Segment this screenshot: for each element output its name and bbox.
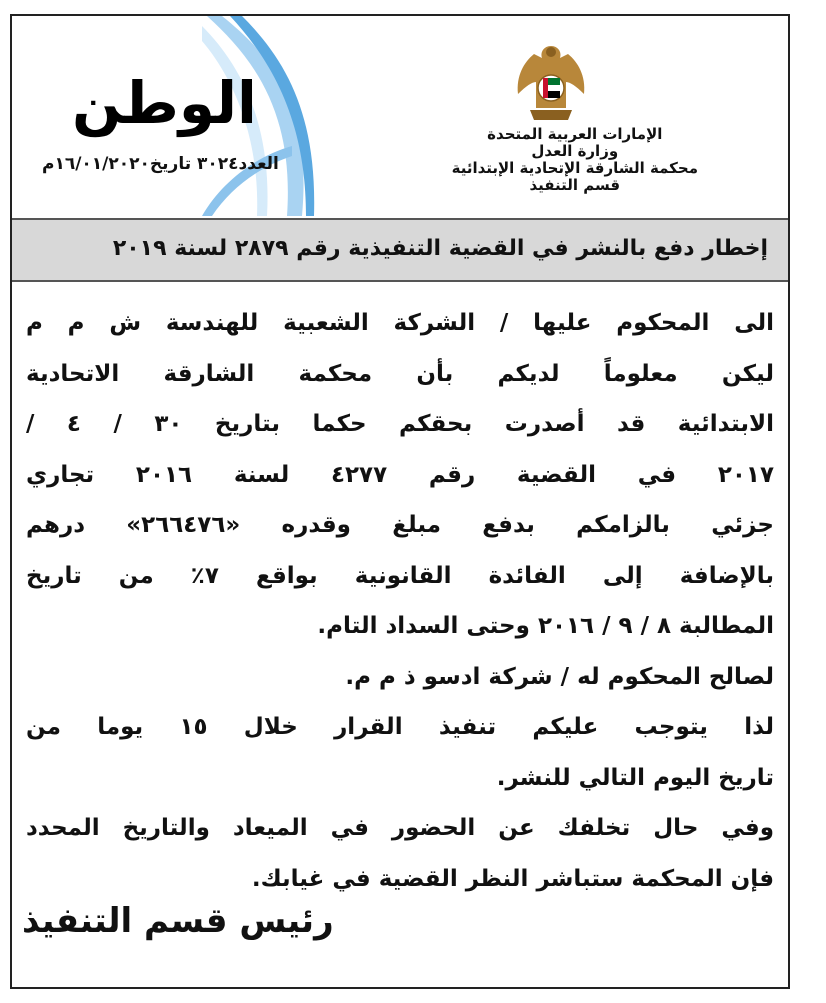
- uae-emblem-icon: [512, 38, 590, 128]
- authority-line: وزارة العدل: [531, 142, 619, 160]
- notice-line: جزئي بالزامكم بدفع مبلغ وقدره «٢٦٦٤٧٦» درهم: [26, 512, 774, 538]
- notice-line: تاريخ اليوم التالي للنشر.: [496, 764, 774, 791]
- notice-title-bar: [12, 218, 788, 282]
- notice-line: فإن المحكمة ستباشر النظر القضية في غيابك.: [251, 865, 774, 892]
- header: [12, 16, 788, 216]
- notice-body: [26, 298, 774, 904]
- notice-line: لصالح المحكوم له / شركة ادسو ذ م م.: [345, 663, 774, 690]
- authority-line: قسم التنفيذ: [529, 176, 621, 194]
- newspaper-name: الوطن: [72, 69, 257, 137]
- issuing-authority: [452, 126, 698, 194]
- notice-frame: [10, 14, 790, 989]
- notice-title: إخطار دفع بالنشر في القضية التنفيذية رقم ٢٨٧٩ لسنة ٢٠١٩: [112, 236, 768, 261]
- notice-line: الى المحكوم عليها / الشركة الشعبية للهندسة ش م م: [26, 310, 774, 336]
- notice-line: ٢٠١٧ في القضية رقم ٤٢٧٧ لسنة ٢٠١٦ تجاري: [26, 461, 774, 488]
- notice-line: ليكن معلوماً لديكم بأن محكمة الشارقة الاتحادية: [26, 360, 774, 387]
- notice-line: وفي حال تخلفك عن الحضور في الميعاد والتاريخ المحدد: [26, 815, 774, 841]
- authority-line: محكمة الشارقة الإتحادية الإبتدائية: [451, 159, 698, 177]
- notice-line: المطالبة ٨ / ٩ / ٢٠١٦ وحتى السداد التام.: [317, 613, 774, 639]
- authority-line: الإمارات العربية المتحدة: [487, 125, 663, 143]
- notice-line: بالإضافة إلى الفائدة القانونية بواقع ٧٪ من تاريخ: [26, 562, 774, 589]
- signature: رئيس قسم التنفيذ: [22, 901, 334, 941]
- issue-date-line: العدد٣٠٢٤ تاريخ١٦/٠١/٢٠٢٠م: [42, 154, 279, 174]
- notice-line: الابتدائية قد أصدرت بحقكم حكما بتاريخ ٣٠ / ٤ /: [26, 411, 774, 437]
- notice-line: لذا يتوجب عليكم تنفيذ القرار خلال ١٥ يوما من: [26, 714, 775, 740]
